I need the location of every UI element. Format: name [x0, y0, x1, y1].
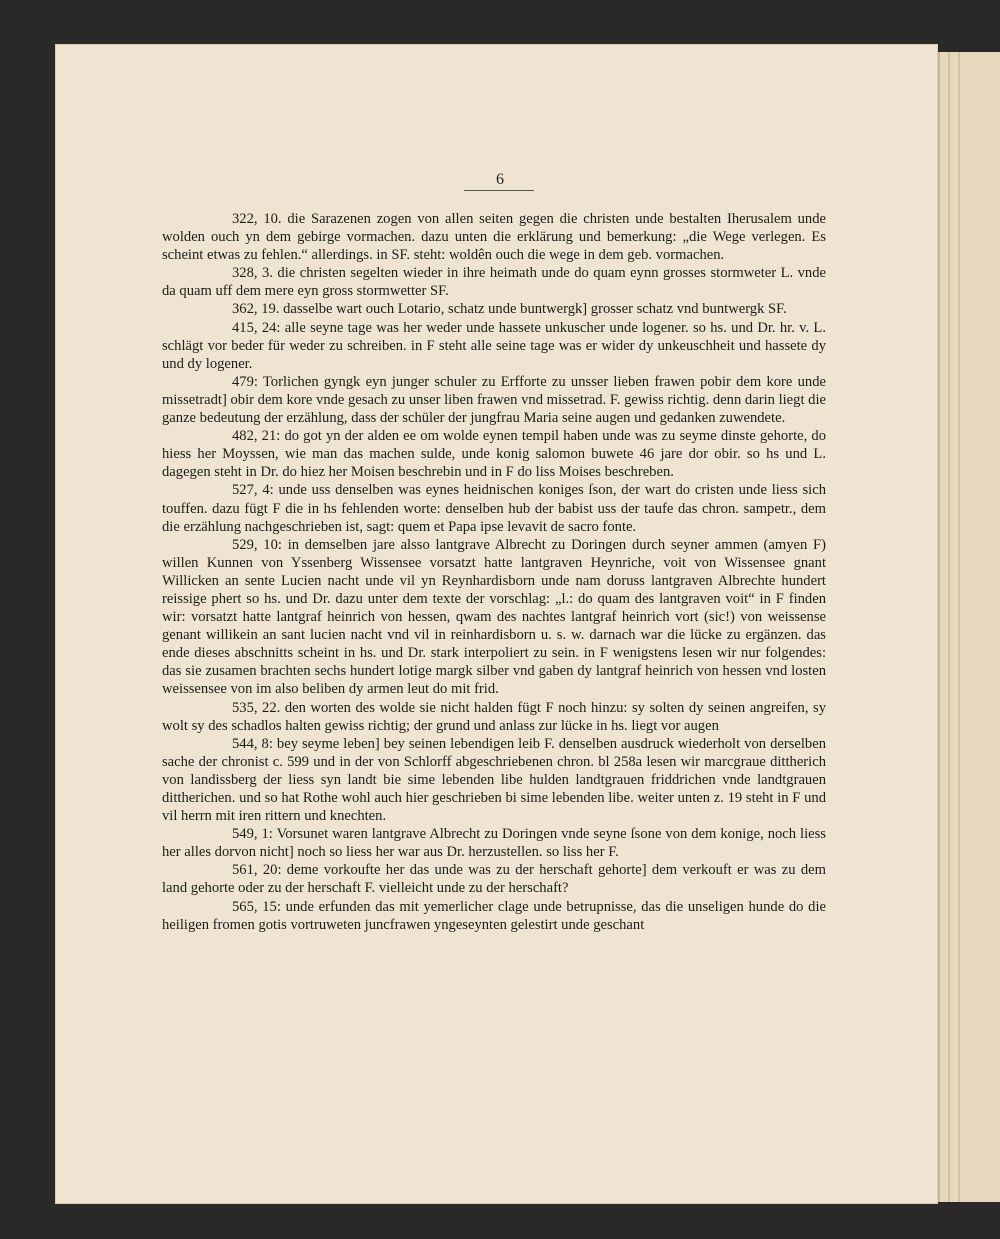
page-body: [162, 210, 826, 934]
entry: 549, 1: Vorsunet waren lantgrave Albrecht zu Doringen vnde seyne ſsone von dem konige, noch liess her alles dorvon nicht] noch so liess her war aus Dr. herzustellen. so liss her F.: [162, 826, 826, 861]
entry: 415, 24: alle seyne tage was her weder unde hassete unkuscher unde logener. so hs. und Dr. hr. v. L. schlägt vor beder für weder zu schreiben. in F steht alle seine tage was er wider dy unkeuschheit und hassete dy und dy logener.: [162, 319, 826, 372]
entry: 527, 4: unde uss denselben was eynes heidnischen koniges ſson, der wart do cristen unde liess sich touffen. dazu fügt F die in hs fehlenden worte: denselben hub der babist uss der taufe das chron. sampetr., dem die erzählung nachgeschrieben ist, sagt: quem et Papa ipse levavit de sacro fonte.: [162, 482, 826, 535]
entry: 482, 21: do got yn der alden ee om wolde eynen tempil haben unde was zu seyme dinste gehorte, do hiess her Moyssen, wie man das machen sulde, unde konig salomon buwete 46 jare dor obir. so hs und L. dagegen steht in Dr. do hiez her Moisen beschrebin und in F do liss Moises beschreben.: [162, 428, 826, 481]
page-number: 6: [496, 171, 504, 188]
entry: 328, 3. die christen segelten wieder in ihre heimath unde do quam eynn grosses stormweter L. vnde da quam uff dem mere eyn gross stormwetter SF.: [162, 265, 826, 300]
adjacent-page-edge: [938, 52, 1000, 1202]
entry: 565, 15: unde erfunden das mit yemerlicher clage unde betrupnisse, das die unseligen hunde do die heiligen fromen gotis vortruweten juncfrawen yngeseynten gelestirt unde geschant: [162, 898, 826, 933]
entry: 544, 8: bey seyme leben] bey seinen lebendigen leib F. denselben ausdruck wiederholt von derselben sache der chronist c. 599 und in der von Schlorff abgeschriebenen chron. bl 258a lesen wir marcgraue dittherich von landissberg der liess syn landt bie sime lebenden libe hulden landtgrauen friddrichen vnde landtgrauen dittherichen. und so hat Rothe wohl auch hier geschrieben bi sime lebenden libe. weiter unten z. 19 steht in F und vil herrn mit iren rittern und knechten.: [162, 735, 826, 825]
entry: 529, 10: in demselben jare alsso lantgrave Albrecht zu Doringen durch seyner ammen (amyen F) willen Kunnen von Yssenberg Wissensee vorsatzt hatte lantgraven Heynriche, voit von Wissensee gnant Willicken an sente Lucien nacht unde vil yn Reynhardisborn unde nam doruss lantgraven Albrechte hundert reissige phert so hs. und Dr. dazu unter dem texte der vorschlag: „l.: do quam des lantgraven voit“ in F finden wir: vorsatzt hatte lantgraf heinrich von hessen, qwam des nachtes lantgraf heinrich vort (sic!) von weissense genant willikein an sant lucien nacht vnd vil in reinhardisborn u. s. w. darnach war die lücke zu ergänzen. das ende dieses abschnitts scheint in hs. und Dr. stark interpoliert zu sein. in F wenigstens lesen wir nur folgendes: das sie zusamen brachten sechs hundert lotige margk silber vnd gaben dy lantgraf heinrich von hessen vnd losten weissensee von im also beliben dy armen leut do mit frid.: [162, 536, 826, 698]
entry: 362, 19. dasselbe wart ouch Lotario, schatz unde buntwergk] grosser schatz vnd buntwergk SF.: [232, 301, 787, 318]
entry: 535, 22. den worten des wolde sie nicht halden fügt F noch hinzu: sy solten dy seinen angreifen, sy wolt sy des schadlos halten gewiss richtig; der grund und anlass zur lücke in hs. liegt vor augen: [162, 699, 826, 734]
entry: 561, 20: deme vorkoufte her das unde was zu der herschaft gehorte] dem verkouft er was zu dem land gehorte oder zu der herschaft F. vielleicht unde zu der herschaft?: [162, 862, 826, 897]
page-number-rule: [464, 190, 534, 191]
entry: 479: Torlichen gyngk eyn junger schuler zu Erfforte zu unsser lieben frawen pobir dem kore unde missetradt] obir dem kore vnde gesach zu unser liben frawen vnd missetrad. F. gewiss richtig. denn darin liegt die ganze bedeutung der erzählung, dass der schüler der jungfrau Maria seine augen und gedanken zuwendete.: [162, 373, 826, 427]
entry: 322, 10. die Sarazenen zogen von allen seiten gegen die christen unde bestalten Iherusalem unde wolden ouch yn dem gebirge vormachen. dazu unten die erklärung und bemerkung: „die Wege verlegen. Es scheint etwas zu fehlen.“ allerdings. in SF. steht: woldên ouch die wege in dem geb. vormachen.: [162, 211, 826, 264]
